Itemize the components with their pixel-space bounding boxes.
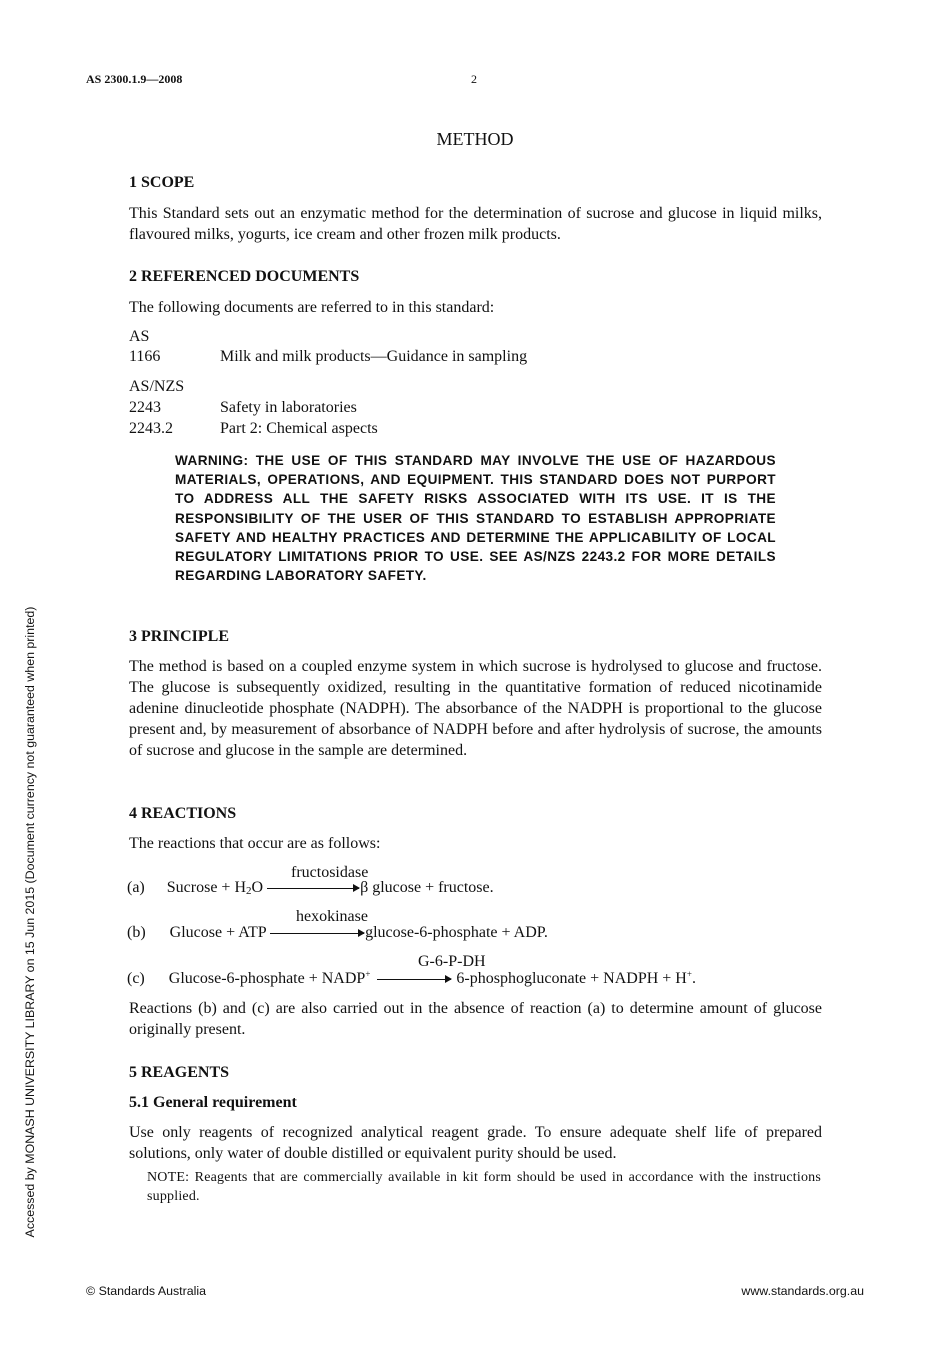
doc-number: 2243 bbox=[129, 399, 161, 416]
doc-group-prefix-asnzs: AS/NZS bbox=[129, 378, 185, 395]
reaction-a bbox=[127, 879, 494, 897]
reaction-products: . bbox=[691, 970, 696, 987]
page-number: 2 bbox=[471, 72, 477, 86]
enzyme-label: G-6-P-DH bbox=[418, 953, 486, 970]
reaction-label: (a) bbox=[127, 879, 145, 896]
scope-heading: 1 SCOPE bbox=[129, 174, 195, 191]
doc-title: Safety in laboratories bbox=[220, 399, 357, 416]
reaction-products: 6-phosphogluconate + NADPH + H bbox=[452, 970, 687, 987]
safety-warning: WARNING: THE USE OF THIS STANDARD MAY INVOLVE THE USE OF HAZARDOUS MATERIALS, OPERATIONS, AND EQUIPMENT. THIS STANDARD DOES NOT PURPORT TO ADDRESS ALL THE SAFETY RISKS ASSOCIATED WITH ITS USE. IT IS THE RESPONSIBILITY OF THE USER OF THIS STANDARD TO ESTABLISH APPROPRIATE SAFETY AND HEALTHY PRACTICES AND DETERMINE THE APPLICABILITY OF LOCAL REGULATORY LIMITATIONS PRIOR TO USE. SEE AS/NZS 2243.2 FOR MORE DETAILS REGARDING LABORATORY SAFETY. bbox=[175, 453, 776, 584]
superscript: + bbox=[365, 969, 371, 979]
scope-text: This Standard sets out an enzymatic method for the determination of sucrose and glucose in liquid milks, flavoured milks, yogurts, ice cream and other frozen milk products. bbox=[129, 205, 822, 243]
access-watermark: Accessed by MONASH UNIVERSITY LIBRARY on 15 Jun 2015 (Document currency not guaranteed when printed) bbox=[23, 606, 37, 1238]
principle-heading: 3 PRINCIPLE bbox=[129, 628, 230, 645]
doc-entry bbox=[129, 420, 378, 438]
standard-id: AS 2300.1.9—2008 bbox=[86, 72, 183, 86]
reaction-c bbox=[127, 969, 696, 988]
reaction-label: (b) bbox=[127, 924, 146, 941]
reactions-intro: The reactions that occur are as follows: bbox=[129, 835, 381, 852]
reactions-outro: Reactions (b) and (c) are also carried out in the absence of reaction (a) to determine amount of glucose originally present. bbox=[129, 1000, 822, 1038]
reaction-reactants: Glucose + ATP bbox=[169, 924, 271, 941]
superscript: + bbox=[686, 969, 692, 979]
reaction-b bbox=[127, 924, 548, 942]
reactions-heading: 4 REACTIONS bbox=[129, 805, 237, 822]
reagents-note: NOTE: Reagents that are commercially available in kit form should be used in accordance with the instructions supplied. bbox=[147, 1170, 821, 1204]
footer-website[interactable]: www.standards.org.au bbox=[741, 1284, 864, 1298]
doc-number: 1166 bbox=[129, 348, 161, 365]
reaction-reactants: Glucose-6-phosphate + NADP bbox=[168, 970, 366, 987]
doc-title: Part 2: Chemical aspects bbox=[220, 420, 378, 437]
general-requirement-heading: 5.1 General requirement bbox=[129, 1094, 297, 1111]
subscript: 2 bbox=[246, 885, 252, 897]
doc-entry bbox=[129, 348, 527, 366]
doc-entry bbox=[129, 399, 357, 417]
reaction-products: β glucose + fructose. bbox=[360, 879, 494, 896]
reaction-arrow-icon bbox=[267, 888, 359, 889]
referenced-intro: The following documents are referred to in this standard: bbox=[129, 299, 495, 316]
reaction-arrow-icon bbox=[270, 933, 364, 934]
principle-text: The method is based on a coupled enzyme system in which sucrose is hydrolysed to glucose and fructose. The glucose is subsequently oxidized, resulting in the quantitative formation of reduced nicotinamide adenine dinucleotide phosphate (NADPH). The absorbance of the NADPH is proportional to the glucose present and, by measurement of absorbance of NADPH before and after hydrolysis of sucrose, the amounts of sucrose and glucose in the sample are determined. bbox=[129, 658, 822, 759]
reagents-text: Use only reagents of recognized analytical reagent grade. To ensure adequate shelf life of prepared solutions, only water of double distilled or equivalent purity should be used. bbox=[129, 1124, 822, 1162]
reagents-heading: 5 REAGENTS bbox=[129, 1064, 230, 1081]
referenced-heading: 2 REFERENCED DOCUMENTS bbox=[129, 268, 360, 285]
enzyme-label: fructosidase bbox=[291, 864, 369, 881]
doc-number: 2243.2 bbox=[129, 420, 173, 437]
reaction-reactants: O bbox=[251, 879, 268, 896]
doc-title: Milk and milk products—Guidance in sampling bbox=[220, 348, 528, 365]
enzyme-label: hexokinase bbox=[296, 908, 368, 925]
footer-copyright: © Standards Australia bbox=[86, 1284, 207, 1298]
page-title: METHOD bbox=[436, 129, 514, 149]
doc-group-prefix-as: AS bbox=[129, 328, 150, 345]
reaction-products: glucose-6-phosphate + ADP. bbox=[365, 924, 548, 941]
reaction-arrow-icon bbox=[377, 979, 451, 980]
reaction-label: (c) bbox=[127, 970, 145, 987]
reaction-reactants: Sucrose + H bbox=[166, 879, 246, 896]
